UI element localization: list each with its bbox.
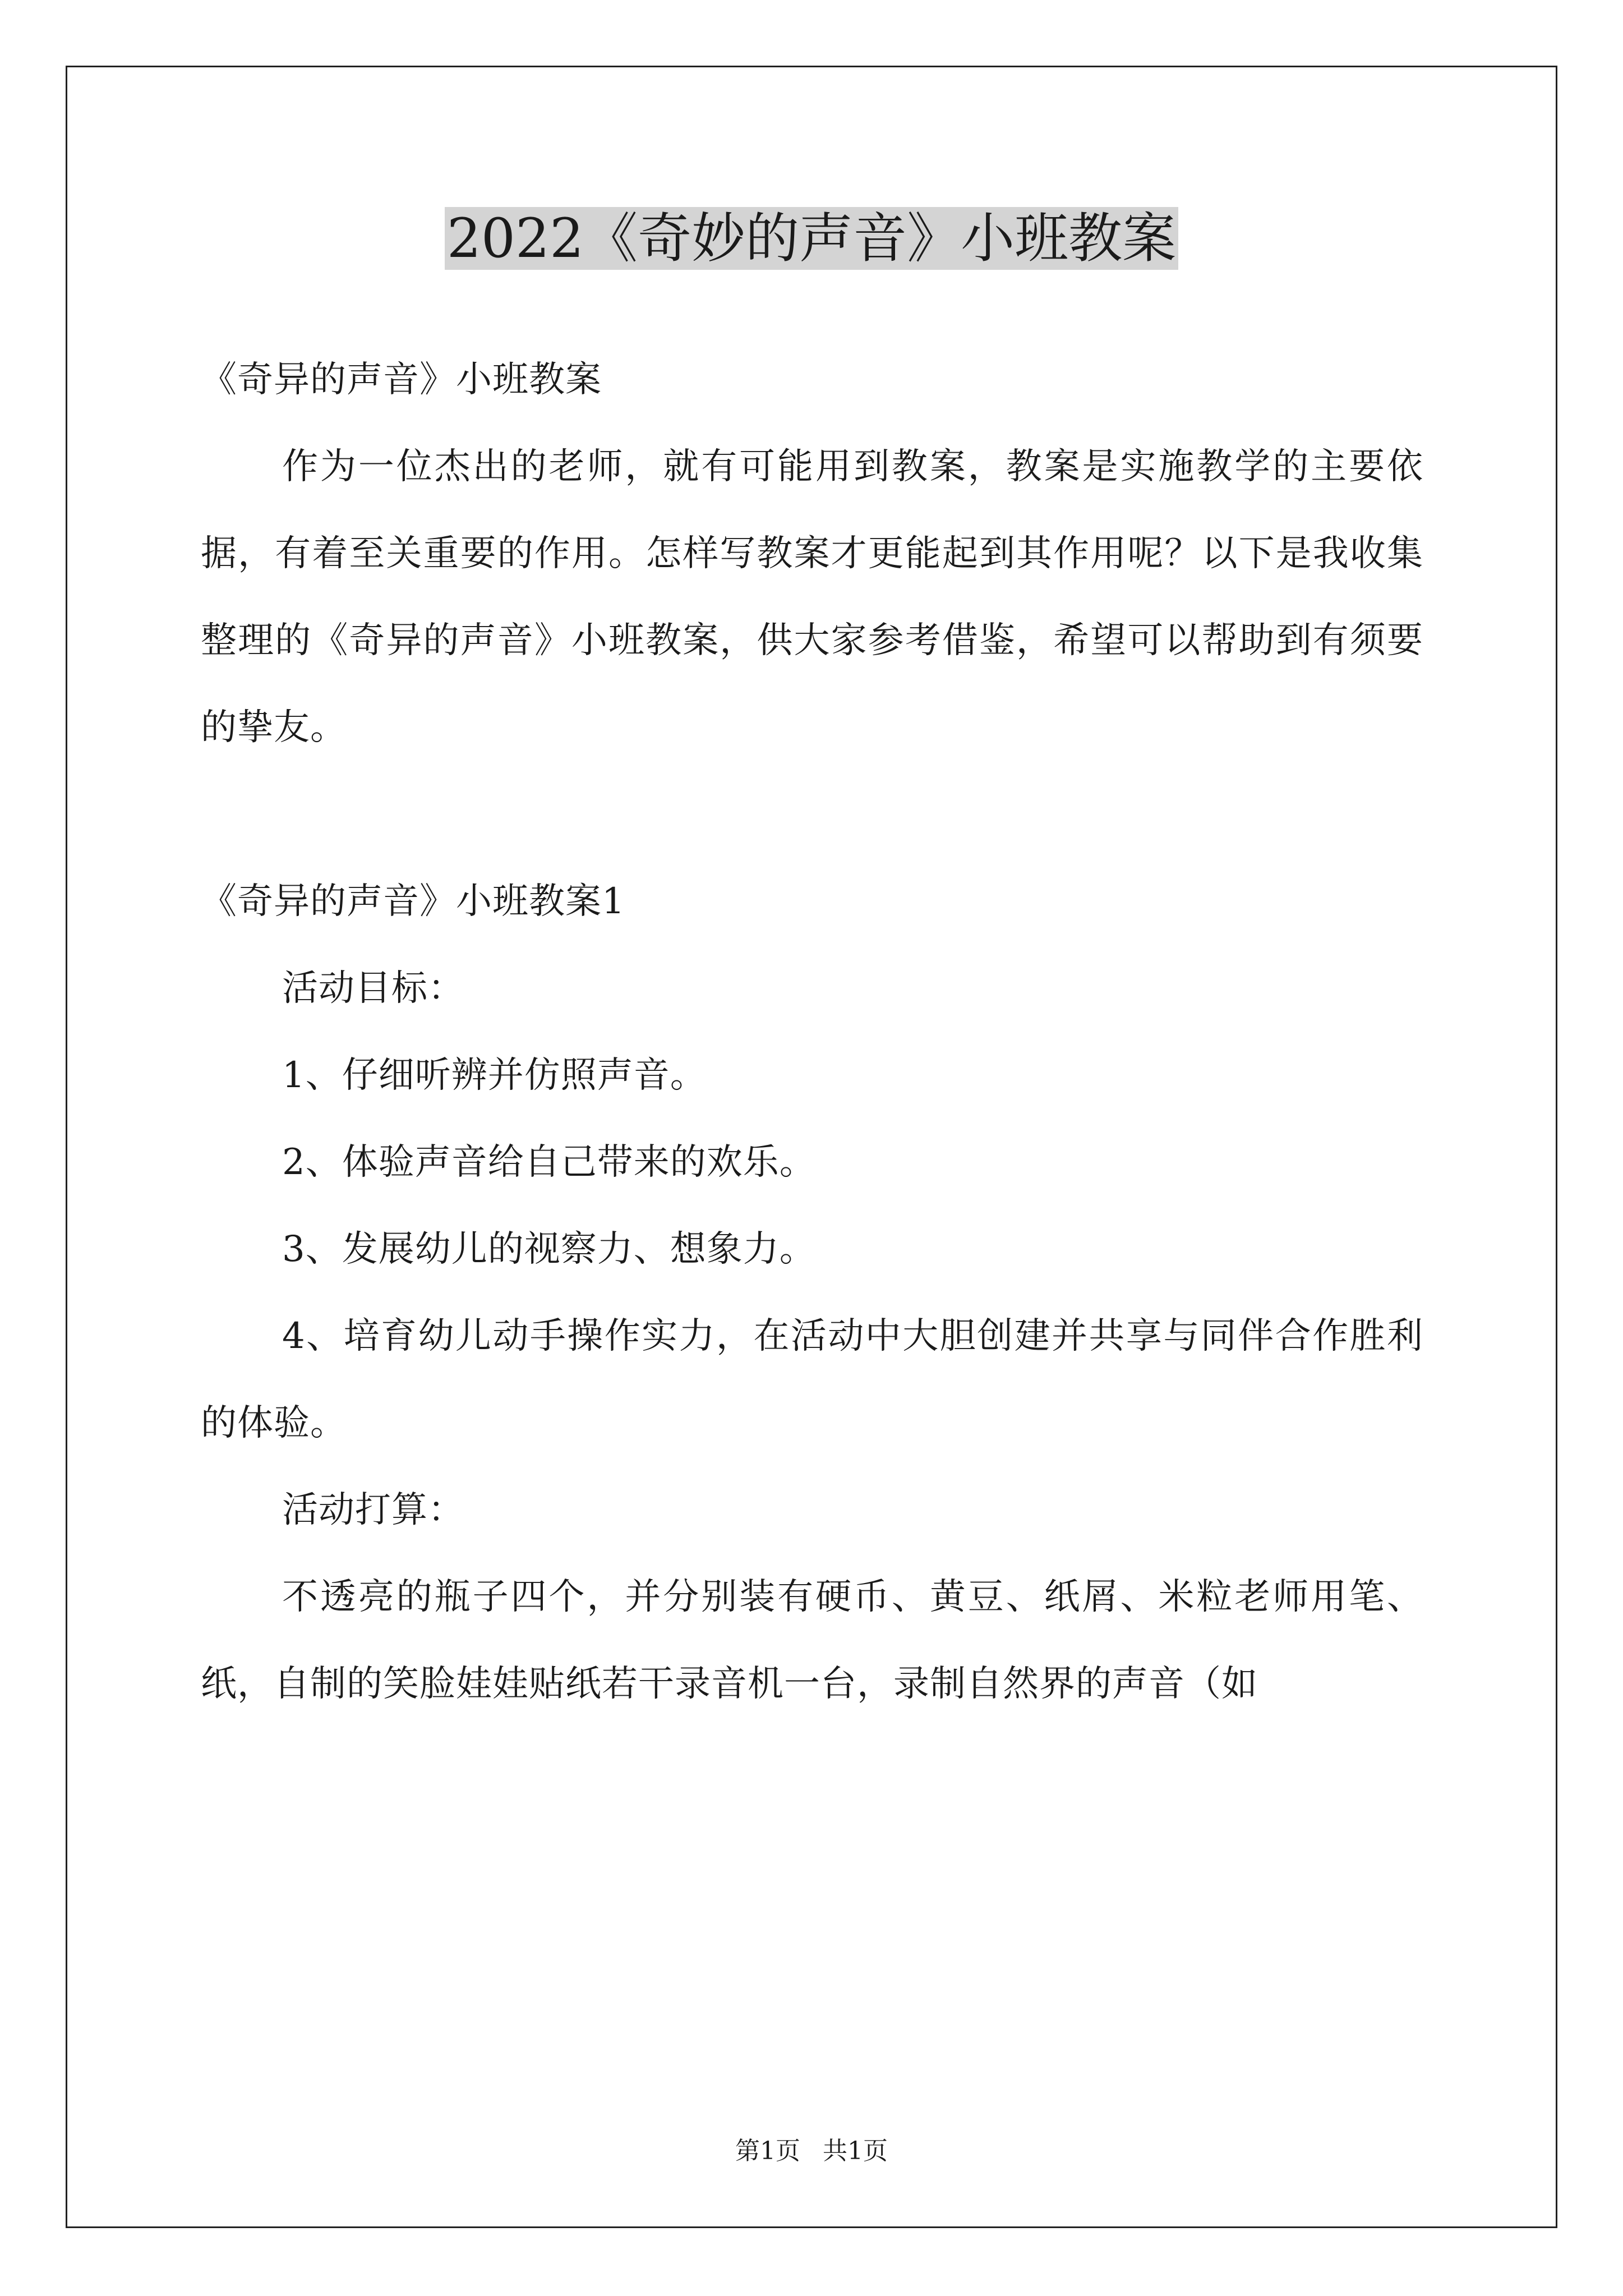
paragraph-spacer (201, 771, 1423, 858)
subtitle-paragraph: 《奇异的声音》小班教案 (201, 359, 602, 401)
activity-preparation-heading: 活动打算： (282, 1489, 464, 1531)
page-footer (0, 2134, 1623, 2168)
document-title (0, 199, 1623, 278)
goal-item-1: 1、仔细听辨并仿照声音。 (282, 1055, 707, 1096)
document-title-text: 2022《奇妙的声音》小班教案 (445, 207, 1178, 270)
intro-paragraph: 作为一位杰出的老师，就有可能用到教案，教案是实施教学的主要依据，有着至关重要的作用。怎样写教案才更能起到其作用呢？以下是我收集整理的《奇异的声音》小班教案，供大家参考借鉴，希望可以帮助到有须要的挚友。 (201, 446, 1423, 748)
goal-item-2: 2、体验声音给自己带来的欢乐。 (282, 1142, 816, 1183)
document-body (201, 337, 1423, 1728)
section-heading: 《奇异的声音》小班教案1 (201, 881, 625, 922)
goal-item-3: 3、发展幼儿的视察力、想象力。 (282, 1228, 816, 1270)
preparation-paragraph: 不透亮的瓶子四个，并分别装有硬币、黄豆、纸屑、米粒老师用笔、纸，自制的笑脸娃娃贴纸若干录音机一台，录制自然界的声音（如 (201, 1576, 1423, 1705)
goal-item-4: 4、培育幼儿动手操作实力，在活动中大胆创建并共享与同伴合作胜利的体验。 (201, 1315, 1423, 1444)
page-number-current: 第1页 (735, 2137, 800, 2165)
activity-goals-heading: 活动目标： (282, 968, 464, 1009)
page-number-total: 共1页 (823, 2137, 888, 2165)
